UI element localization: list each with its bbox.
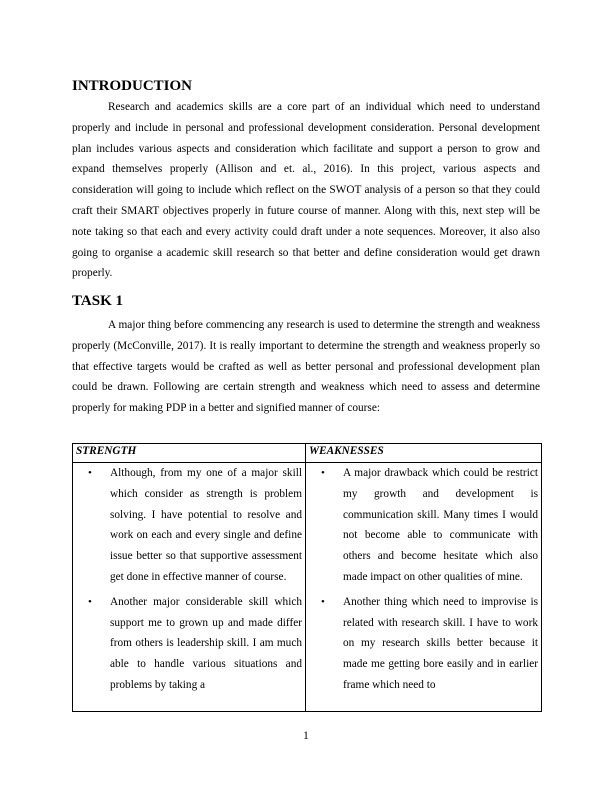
swot-table <box>72 443 542 712</box>
swot-body-row <box>73 463 542 712</box>
bullet-icon: • <box>88 595 92 608</box>
strength-item-text: Although, from my one of a major skill which consider as strength is problem solving. I have potential to resolve and work on each and every single and define issue better so that supportive assessment get done in effective manner of course. <box>110 467 302 583</box>
bullet-icon: • <box>321 467 325 479</box>
swot-header-row <box>73 444 542 463</box>
bullet-icon: • <box>321 595 325 608</box>
strength-header: STRENGTH <box>73 444 306 463</box>
weakness-list <box>306 463 541 696</box>
weakness-item-text: A major drawback which could be restrict my growth and development is communication skill. Many times I would not become able to communicate with others and become hesitate which also made impact on other qualities of mine. <box>343 467 538 583</box>
strength-list <box>73 463 305 696</box>
weakness-cell <box>306 463 542 712</box>
weakness-header: WEAKNESSES <box>306 444 542 463</box>
introduction-text: Research and academics skills are a core part of an individual which need to understand properly and include in personal and professional development consideration. Personal development plan includes various aspects and consideration which facilitate and support a person to grow and expand themselves properly (Allison and et. al., 2016). In this project, various aspects and consideration will going to include which reflect on the SWOT analysis of a person so that they could craft their SMART objectives properly in future course of manner. Along with this, next step will be note taking so that each and every activity could draft under a note sequences. Moreover, it also also going to organise a academic skill research so that better and define consideration would get drawn properly. <box>72 101 540 280</box>
weakness-item-text: Another thing which need to improvise is related with research skill. I have to work on my research skills better because it made me getting bore easily and in earlier frame which need to <box>343 595 538 691</box>
strength-cell <box>73 463 306 712</box>
task1-text: A major thing before commencing any research is used to determine the strength and weakness properly (McConville, 2017). It is really important to determine the strength and weakness properly so that effective targets would be crafted as well as better personal and professional development plan could be drawn. Following are certain strength and weakness which need to assess and determine properly for making PDP in a better and signified manner of course: <box>72 319 540 415</box>
list-item <box>73 592 305 696</box>
list-item <box>306 592 541 696</box>
strength-item-text: Another major considerable skill which support me to grown up and made differ from others is leadership skill. I am much able to handle various situations and problems by taking a <box>110 595 302 691</box>
bullet-icon: • <box>88 467 92 479</box>
list-item <box>306 463 541 588</box>
introduction-paragraph <box>72 97 540 284</box>
page-number: 1 <box>303 730 309 742</box>
task1-heading: TASK 1 <box>72 293 123 309</box>
task1-paragraph <box>72 315 540 419</box>
list-item <box>73 463 305 588</box>
introduction-heading: INTRODUCTION <box>72 78 193 94</box>
